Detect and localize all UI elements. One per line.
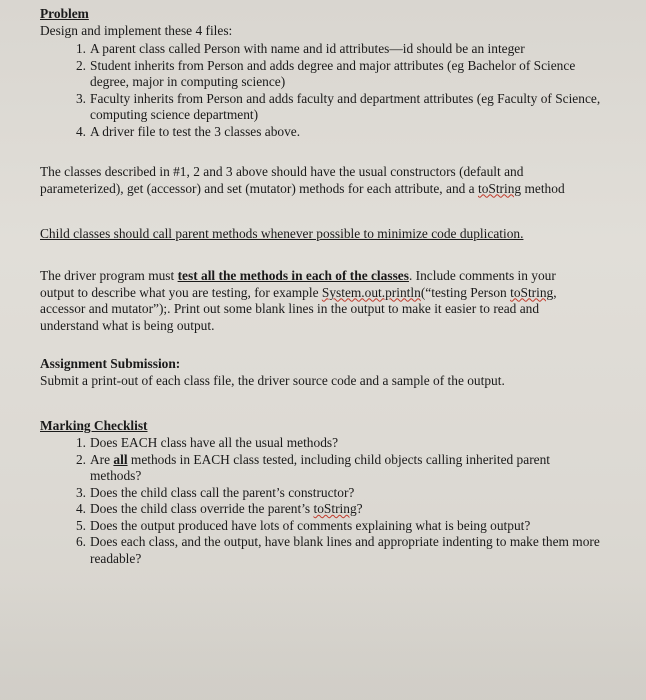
tostring-word: toString bbox=[477, 180, 522, 196]
classes-description: The classes described in #1, 2 and 3 above should have the usual constructors (default and parameterized), get (accessor) and set (mutator) methods for each attribute, and a toString method bbox=[40, 164, 565, 196]
checklist-section bbox=[40, 418, 640, 435]
problem-section bbox=[40, 6, 640, 39]
submission-title: Assignment Submission: bbox=[40, 356, 181, 371]
list-item: 1. Does EACH class have all the usual methods? bbox=[75, 435, 339, 450]
list-item: 4. Does the child class override the parent’s toString? bbox=[75, 501, 363, 516]
tostring-word: toString bbox=[510, 284, 554, 300]
list-item: 3. Faculty inherits from Person and adds faculty and department attributes (eg Faculty of Science, computing science department) bbox=[75, 90, 601, 122]
problem-intro: Design and implement these 4 files: bbox=[40, 22, 233, 38]
list-item: 6. Does each class, and the output, have blank lines and appropriate indenting to make them more readable? bbox=[75, 534, 600, 566]
submission-text: Submit a print-out of each class file, the driver source code and a sample of the output. bbox=[40, 372, 505, 388]
list-item: 1. A parent class called Person with name and id attributes—id should be an integer bbox=[75, 41, 525, 56]
list-item: 3. Does the child class call the parent’s constructor? bbox=[75, 484, 355, 500]
driver-description: The driver program must test all the methods in each of the classes. Include comments in your output to describe what you are testing, for example System.out.println(“testing Person toString, accessor and mutator”);. Print out some blank lines in the output to make it easier to read and understand what is being output. bbox=[40, 268, 557, 333]
list-item: 2. Are all methods in EACH class tested, including child objects calling inherited parent methods? bbox=[75, 451, 551, 483]
code-reference: System.out.println bbox=[321, 284, 421, 300]
list-item: 4. A driver file to test the 3 classes above. bbox=[75, 123, 301, 139]
photo-shadow bbox=[0, 580, 646, 700]
checklist-list bbox=[62, 435, 642, 567]
tostring-word: toString bbox=[313, 501, 357, 516]
child-classes-note: Child classes should call parent methods whenever possible to minimize code duplication. bbox=[40, 226, 524, 241]
list-item: 2. Student inherits from Person and adds degree and major attributes (eg Bachelor of Science degree, major in computing science) bbox=[75, 57, 576, 89]
problem-title: Problem bbox=[40, 6, 89, 21]
emphasis-text: test all the methods in each of the classes bbox=[177, 268, 409, 283]
list-item: 5. Does the output produced have lots of comments explaining what is being output? bbox=[75, 517, 531, 533]
problem-list bbox=[62, 41, 642, 140]
checklist-title: Marking Checklist bbox=[40, 418, 148, 433]
submission-section bbox=[40, 356, 640, 389]
